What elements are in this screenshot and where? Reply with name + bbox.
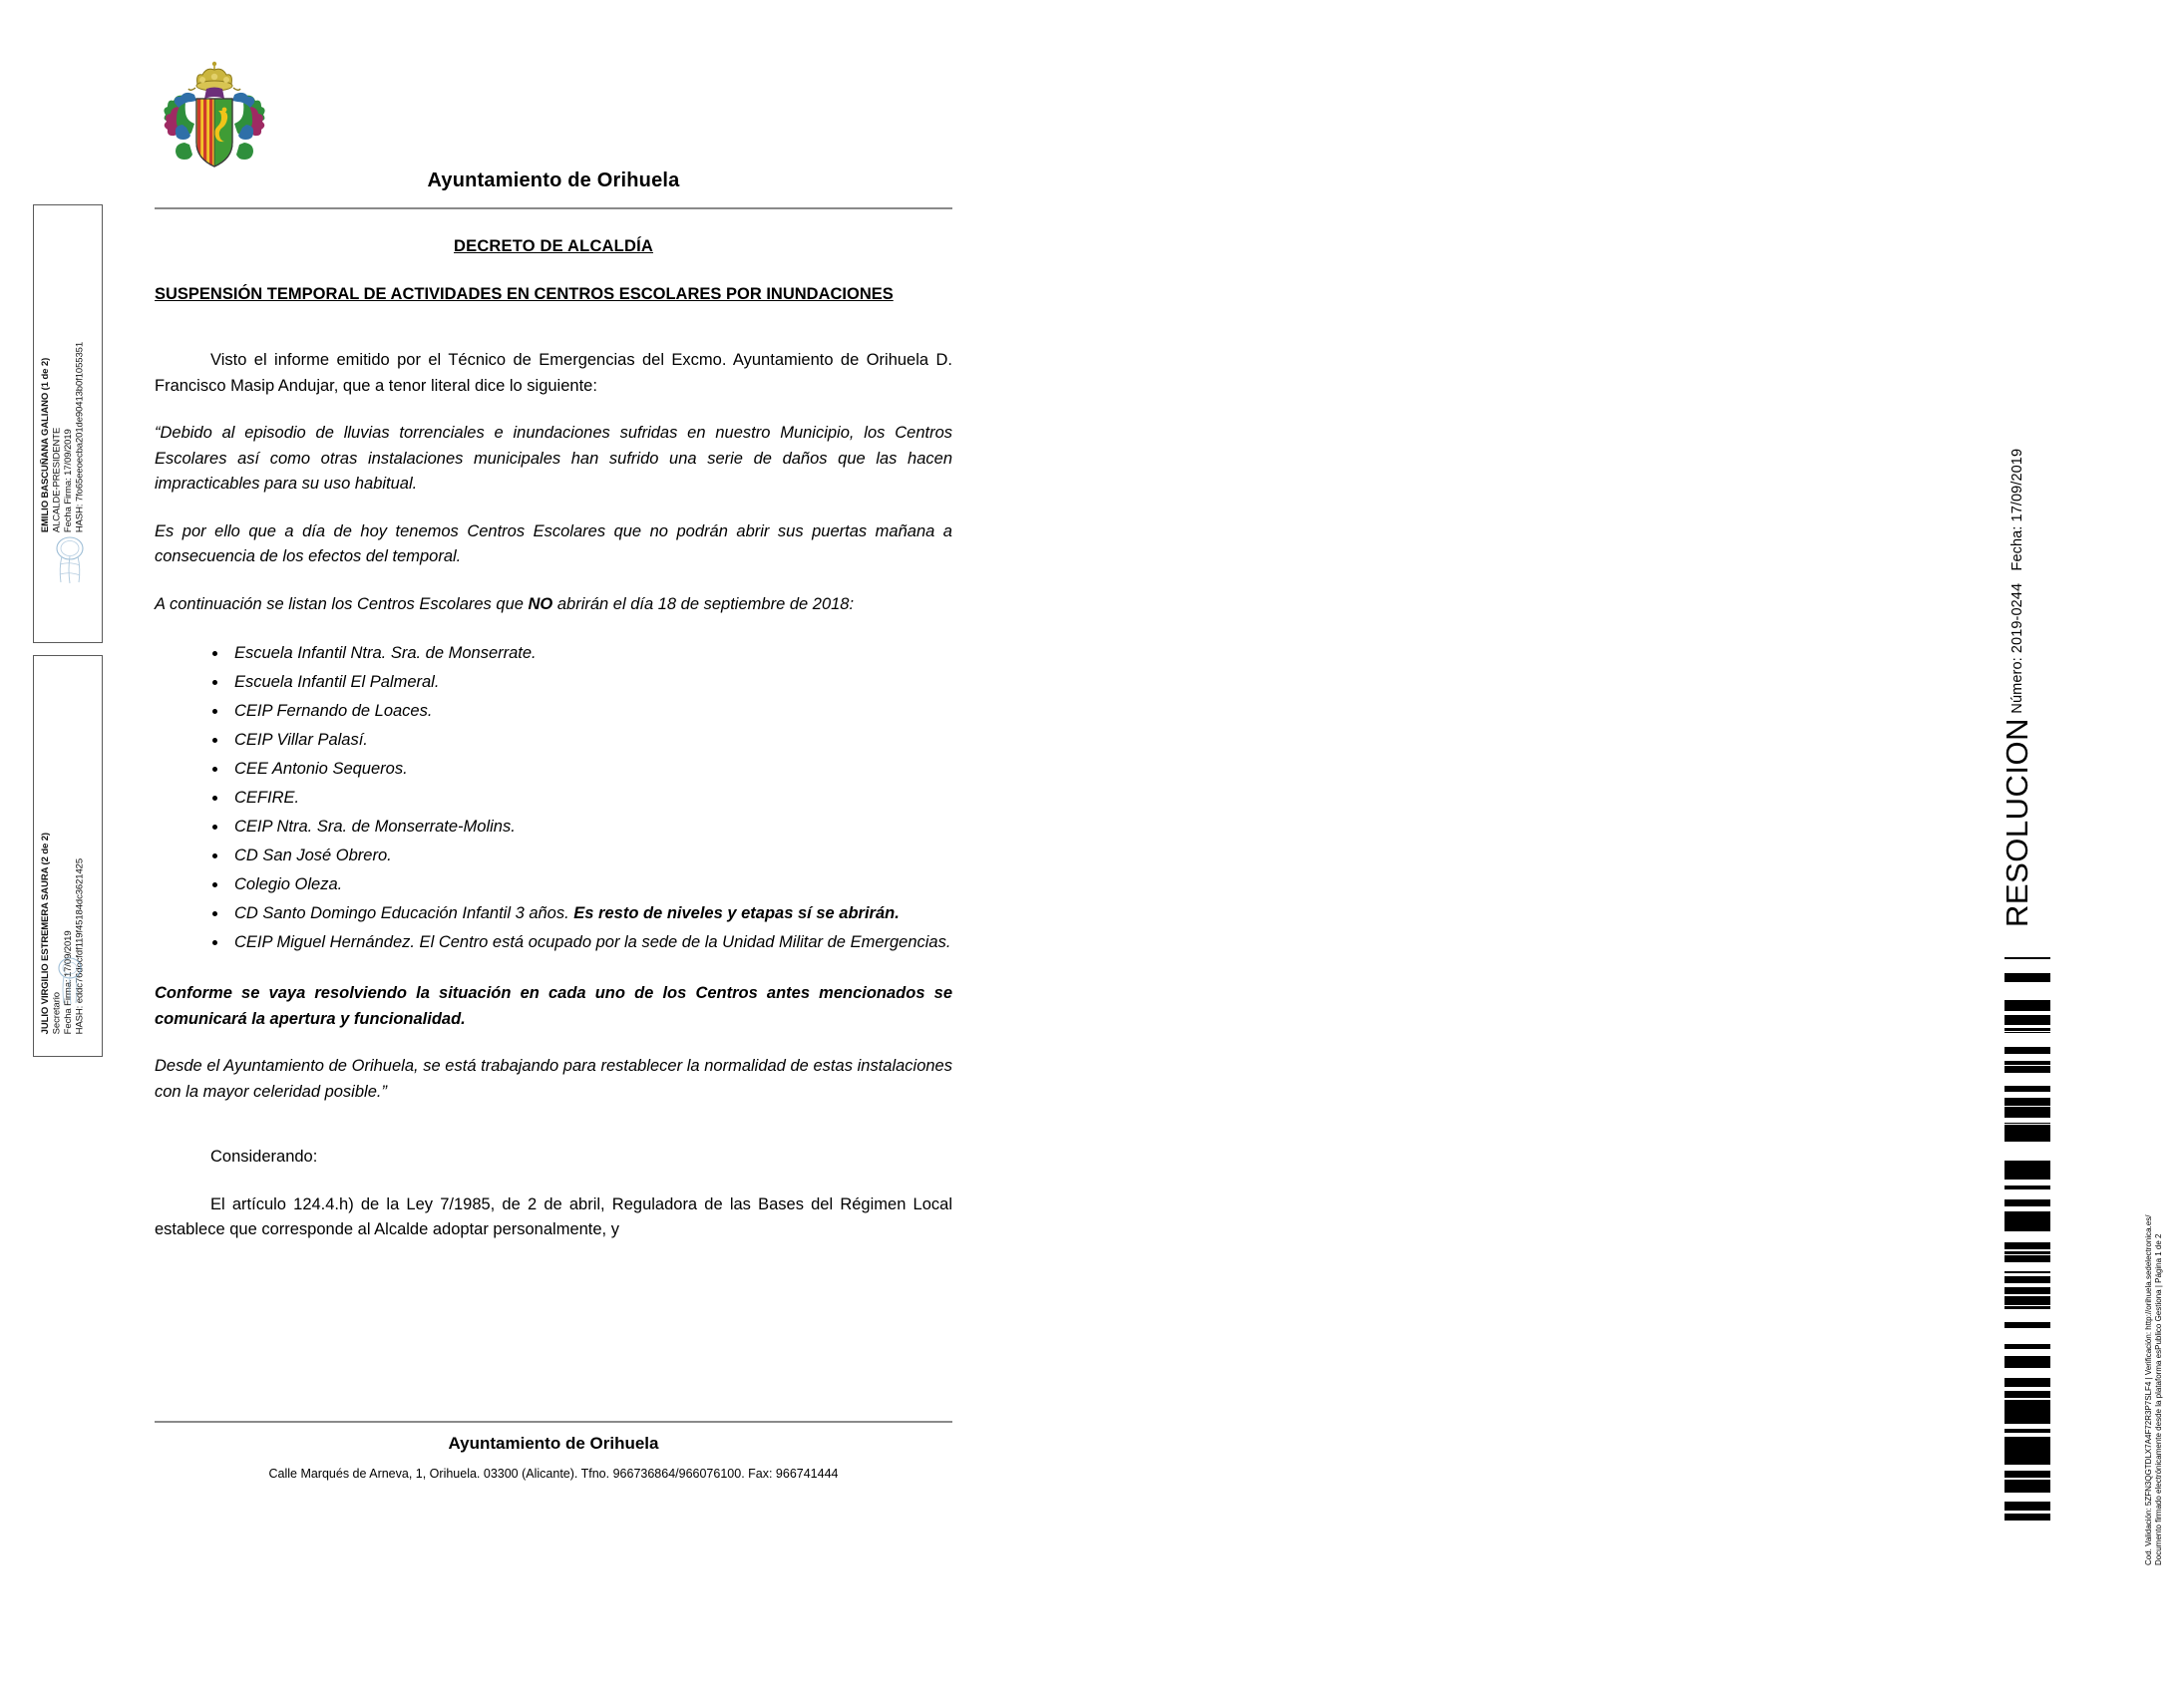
paragraph-quote-2: Es por ello que a día de hoy tenemos Centros Escolares que no podrán abrir sus puertas mañana a consecuencia de los efectos del temporal.	[155, 521, 952, 565]
barcode-bar	[2004, 1337, 2050, 1344]
school-name: CEIP Fernando de Loaces.	[234, 702, 433, 720]
list-item	[228, 842, 952, 870]
barcode-bar	[2004, 988, 2050, 995]
signature-strip-left	[33, 204, 105, 1057]
barcode-bar	[2004, 1192, 2050, 1199]
list-lead-part-a: A continuación se listan los Centros Escolares que	[155, 594, 529, 613]
page-title: Ayuntamiento de Orihuela	[427, 169, 680, 191]
footer-divider	[155, 1421, 952, 1423]
barcode-bar	[2004, 1215, 2050, 1222]
signature-1-date: Fecha Firma: 17/09/2019	[63, 429, 74, 532]
barcode-bar	[2004, 1349, 2050, 1356]
list-item	[228, 726, 952, 755]
resolution-title: RESOLUCION	[2000, 718, 2034, 927]
validation-line-1: Cod. Validación: 5ZFN3QGTDLX7A4F72R3P7SLF4 | Verificación: http://orihuela.sedelectronica.es/	[2144, 1214, 2153, 1565]
barcode-bar	[2004, 1199, 2050, 1206]
barcode-bar	[2004, 1255, 2050, 1262]
resolution-strip-right	[997, 0, 2163, 1694]
signature-2-hash: HASH: eddc76docfdf119f45184dc3621425	[74, 857, 86, 1034]
document-content	[155, 237, 952, 1265]
school-name: CEIP Ntra. Sra. de Monserrate-Molins.	[234, 818, 516, 836]
barcode-bar	[2004, 1378, 2050, 1385]
signature-2-date: Fecha Firma: 17/09/2019	[63, 930, 74, 1034]
paragraph-desde: Desde el Ayuntamiento de Orihuela, se está trabajando para restablecer la normalidad de estas instalaciones con la mayor celeridad posible.”	[155, 1057, 952, 1101]
school-name: CEFIRE.	[234, 789, 300, 807]
barcode-bar	[2004, 1309, 2050, 1316]
barcode-bar	[2004, 1142, 2050, 1149]
barcode-bar	[2004, 1154, 2050, 1161]
resolution-block	[2000, 448, 2066, 927]
list-item	[228, 784, 952, 813]
school-name: CEIP Miguel Hernández. El Centro está ocupado por la sede de la Unidad Militar de Emergencias.	[234, 933, 951, 951]
signature-box-1	[33, 204, 103, 643]
paragraph-list-lead	[155, 592, 952, 618]
barcode-bar	[2004, 1047, 2050, 1054]
list-item	[228, 813, 952, 842]
paragraph-articulo: El artículo 124.4.h) de la Ley 7/1985, de 2 de abril, Reguladora de las Bases del Régimen Local establece que corresponde al Alcalde adoptar personalmente, y	[155, 1194, 952, 1238]
list-item	[228, 928, 952, 957]
barcode-bar	[2004, 1004, 2050, 1011]
school-name: Colegio Oleza.	[234, 875, 343, 893]
footer-title: Ayuntamiento de Orihuela	[448, 1434, 659, 1453]
signature-1-hash: HASH: 7fo65eeoecba201de90413b0f1055351	[74, 341, 86, 532]
list-item	[228, 755, 952, 784]
school-name: CEIP Villar Palasí.	[234, 731, 368, 749]
barcode-bar	[2004, 1161, 2050, 1168]
barcode-bar	[2004, 1502, 2050, 1509]
resolution-numero: Número: 2019-0244	[2009, 582, 2025, 714]
school-name: CEE Antonio Sequeros.	[234, 760, 408, 778]
resolution-meta	[2009, 449, 2025, 714]
school-name: Escuela Infantil Ntra. Sra. de Monserrate.	[234, 644, 537, 662]
signature-1-stamp-icon	[48, 534, 92, 586]
paragraph-considerando: Considerando:	[210, 1148, 318, 1166]
barcode-bar	[2004, 1471, 2050, 1478]
signature-2-role: Secretario	[51, 991, 63, 1034]
validation-line-2: Documento firmado electrónicamente desde la plataforma esPublico Gestiona | Página 1 de 2	[2154, 1233, 2163, 1565]
school-list	[155, 639, 952, 957]
validation-text	[2144, 1137, 2184, 1565]
signature-2-name: JULIO VIRGILIO ESTREMERA SAURA (2 de 2)	[40, 832, 51, 1034]
school-name: CD San José Obrero.	[234, 847, 392, 864]
barcode-bar	[2004, 1242, 2050, 1249]
list-item	[228, 639, 952, 668]
school-name: CD Santo Domingo Educación Infantil 3 años.	[234, 904, 574, 922]
school-name: Escuela Infantil El Palmeral.	[234, 673, 440, 691]
list-item	[228, 697, 952, 726]
paragraph-quote-1: “Debido al episodio de lluvias torrenciales e inundaciones sufridas en nuestro Municipio, los Centros Escolares así como otras instalaciones municipales han sufrido una serie de daños que las hacen impracticables para su uso habitual.	[155, 424, 952, 493]
school-note: Es resto de niveles y etapas sí se abrirán.	[573, 904, 900, 922]
list-lead-part-b: abrirán el día 18 de septiembre de 2018:	[552, 594, 855, 613]
barcode-bar	[2004, 1528, 2050, 1531]
coat-of-arms-icon	[165, 55, 264, 169]
footer-address: Calle Marqués de Arneva, 1, Orihuela. 03300 (Alicante). Tfno. 966736864/966076100. Fax: 966741444	[268, 1467, 839, 1481]
list-lead-no: NO	[528, 594, 553, 613]
signature-2-stamp-icon	[48, 955, 92, 1007]
subject-heading: SUSPENSIÓN TEMPORAL DE ACTIVIDADES EN CENTROS ESCOLARES POR INUNDACIONES	[155, 285, 894, 303]
barcode-bar	[2004, 1298, 2050, 1305]
signature-1-text	[40, 342, 86, 532]
list-item	[228, 899, 952, 928]
list-item	[228, 870, 952, 899]
barcode-bar	[2004, 975, 2050, 982]
signature-box-2	[33, 655, 103, 1057]
barcode-bar	[2004, 1486, 2050, 1493]
header-divider	[155, 207, 952, 209]
paragraph-conforme: Conforme se vaya resolviendo la situación en cada uno de los Centros antes mencionados se comunicará la apertura y funcionalidad.	[155, 984, 952, 1028]
barcode-bar	[2004, 1287, 2050, 1294]
decreto-heading: DECRETO DE ALCALDÍA	[454, 237, 653, 255]
verification-barcode	[2004, 957, 2050, 1530]
resolution-fecha: Fecha: 17/09/2019	[2009, 448, 2025, 571]
signature-1-name: EMILIO BASCUÑANA GALIANO (1 de 2)	[40, 357, 51, 532]
barcode-bar	[2004, 1391, 2050, 1398]
signature-1-role: ALCALDE-PRESIDENTE	[51, 427, 63, 532]
paragraph-intro: Visto el informe emitido por el Técnico de Emergencias del Excmo. Ayuntamiento de Orihuela D. Francisco Masip Andujar, que a tenor literal dice lo siguiente:	[155, 351, 952, 395]
list-item	[228, 668, 952, 697]
barcode-bar	[2004, 1054, 2050, 1061]
